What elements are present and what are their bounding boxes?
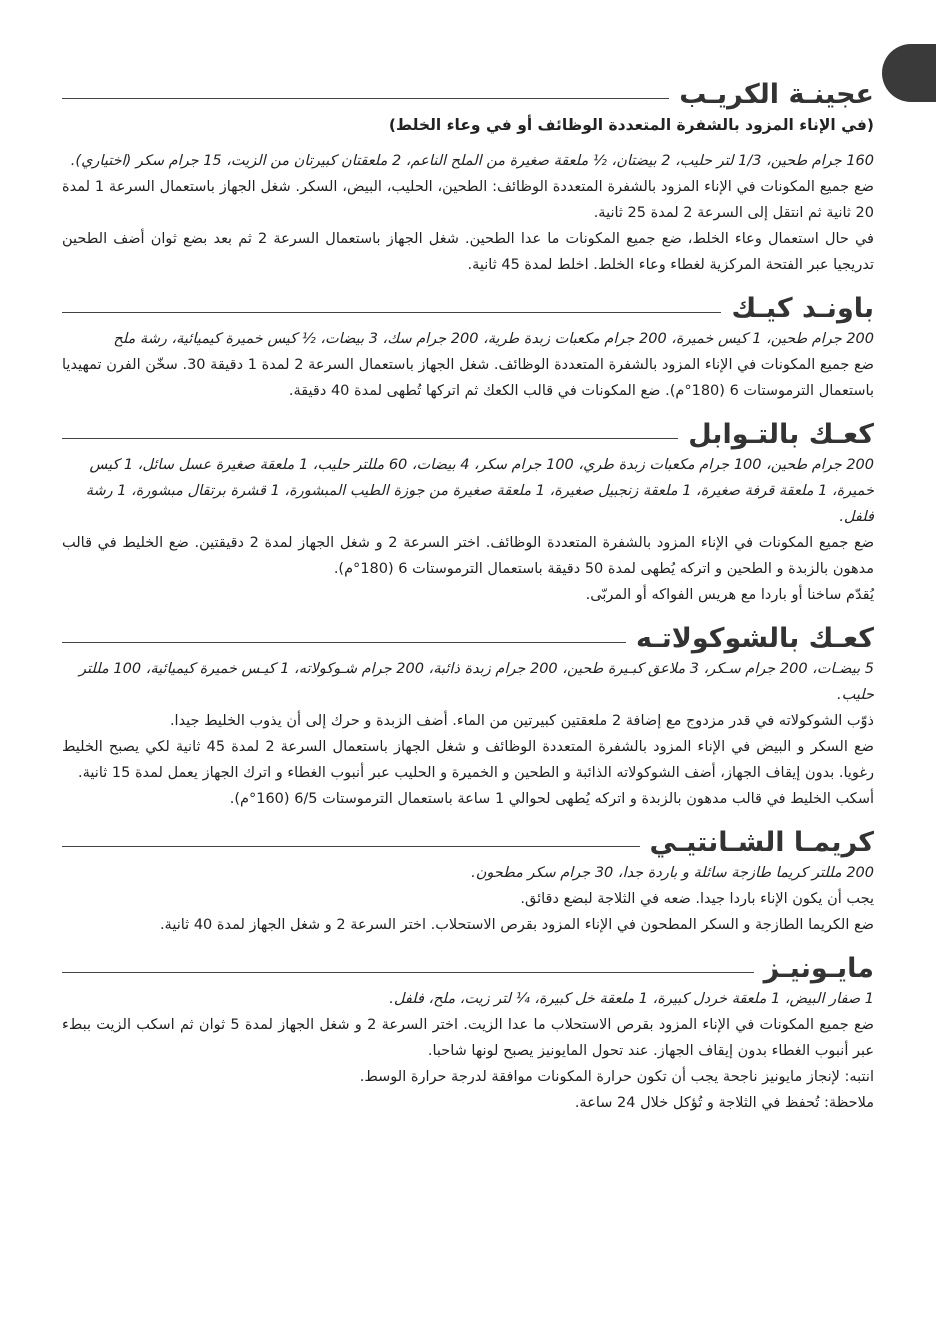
recipe-chantilly-cream xyxy=(62,826,874,938)
instruction-paragraph: انتبه: لإنجاز مايونيز ناجحة يجب أن تكون حرارة المكونات موافقة لدرجة حرارة الوسط. xyxy=(359,1069,874,1085)
ingredients-text: 160 جرام طحين، 1/3 لتر حليب، 2 بيضتان، ½ ملعقة صغيرة من الملح الناعم، 2 ملعقتان كبيرتان من الزيت، 15 جرام سكر (اختياري). xyxy=(70,153,874,169)
instruction-paragraph: ضع جميع المكونات في الإناء المزود بالشفرة المتعددة الوظائف. شغل الجهاز باستعمال السرعة 2 لمدة 1 دقيقة 30. سخّن الفرن تمهيديا باستعمال الترموستات 6 (180°م). ضع المكونات في قالب الكعك ثم اتركها تُطهى لمدة 40 دقيقة. xyxy=(62,357,874,399)
recipe-spice-cake xyxy=(62,418,874,608)
recipe-crepe-batter xyxy=(62,78,874,278)
section-heading xyxy=(62,78,874,112)
instruction-paragraph: ضع السكر و البيض في الإناء المزود بالشفرة المتعددة الوظائف و شغل الجهاز باستعمال السرعة 2 لمدة 45 ثانية لكي يصبح الخليط رغويا. بدون إيقاف الجهاز، أضف الشوكولاته الذائبة و الطحين و الخميرة و الحليب عبر أنبوب الغطاء و اترك الجهاز يعمل لمدة 15 ثانية. xyxy=(62,739,874,781)
section-title: كعـك بالشوكولاتـه xyxy=(635,623,874,654)
section-heading xyxy=(62,952,874,986)
section-title: باونـد كيـك xyxy=(731,293,874,324)
recipe-chocolate-cake xyxy=(62,622,874,812)
ingredients-text: 200 جرام طحين، 1 كيس خميرة، 200 جرام مكعبات زبدة طرية، 200 جرام سك، 3 بيضات، ½ كيس خميرة كيميائية، رشة ملح xyxy=(113,331,874,347)
instruction-paragraph: ذوّب الشوكولاته في قدر مزدوج مع إضافة 2 ملعقتين كبيرتين من الماء. أضف الزبدة و حرك إلى أن يذوب الخليط جيدا. xyxy=(169,713,874,729)
instruction-paragraph: يجب أن يكون الإناء باردا جيدا. ضعه في الثلاجة لبضع دقائق. xyxy=(520,891,874,907)
section-subtitle: (في الإناء المزود بالشفرة المتعددة الوظائف أو في وعاء الخلط) xyxy=(388,116,874,134)
recipe-pound-cake xyxy=(62,292,874,404)
heading-rule xyxy=(62,438,678,439)
chapter-tab xyxy=(882,44,936,102)
heading-rule xyxy=(62,312,721,313)
instruction-paragraph: ضع الكريما الطازجة و السكر المطحون في الإناء المزود بقرص الاستحلاب. اختر السرعة 2 و شغل الجهاز لمدة 40 ثانية. xyxy=(159,917,874,933)
section-heading xyxy=(62,292,874,326)
ingredients-text: 200 مللتر كريما طازجة سائلة و باردة جدا، 30 جرام سكر مطحون. xyxy=(471,865,874,881)
instruction-paragraph: ملاحظة: تُحفظ في الثلاجة و تُؤكل خلال 24 ساعة. xyxy=(574,1095,874,1111)
ingredients-text: 200 جرام طحين، 100 جرام مكعبات زبدة طري، 100 جرام سكر، 4 بيضات، 60 مللتر حليب، 1 ملعقة صغيرة عسل سائل، 1 كيس خميرة، 1 ملعقة قرفة صغيرة، 1 ملعقة زنجبيل صغيرة، 1 ملعقة صغيرة من جوزة الطيب المبشورة، 1 قشرة برتقال مبشورة، 1 رشة فلفل. xyxy=(85,457,874,525)
section-title: مايـونيـز xyxy=(763,953,874,984)
instruction-paragraph: ضع جميع المكونات في الإناء المزود بقرص الاستحلاب ما عدا الزيت. اختر السرعة 2 و شغل الجهاز لمدة 5 ثوان ثم اسكب الزيت ببطء عبر أنبوب الغطاء بدون إيقاف الجهاز. عند تحول المايونيز يصبح لونها شاحبا. xyxy=(62,1017,874,1059)
instruction-paragraph: ضع جميع المكونات في الإناء المزود بالشفرة المتعددة الوظائف: الطحين، الحليب، البيض، السكر. شغل الجهاز باستعمال السرعة 1 لمدة 20 ثانية ثم انتقل إلى السرعة 2 لمدة 25 ثانية. xyxy=(62,179,874,221)
section-title: عجينـة الكريـب xyxy=(679,79,874,110)
ingredients-text: 5 بيضـات، 200 جرام سـكر، 3 ملاعق كبـيرة طحين، 200 جرام زبدة ذائبة، 200 جرام شـوكولاته، 1 كيـس خميرة كيميائية، 100 مللتر حليب. xyxy=(79,661,874,703)
instruction-paragraph: أسكب الخليط في قالب مدهون بالزبدة و اتركه يُطهى لحوالي 1 ساعة باستعمال الترموستات 6/5 (160°م). xyxy=(229,791,874,807)
heading-rule xyxy=(62,642,626,643)
heading-rule xyxy=(62,846,640,847)
instruction-paragraph: في حال استعمال وعاء الخلط، ضع جميع المكونات ما عدا الطحين. شغل الجهاز باستعمال السرعة 2 ثم بعد بضع ثوان أضف الطحين تدريجيا عبر الفتحة المركزية لغطاء وعاء الخلط. اخلط لمدة 45 ثانية. xyxy=(62,231,874,273)
section-heading xyxy=(62,622,874,656)
section-heading xyxy=(62,826,874,860)
instruction-paragraph: يُقدّم ساخنا أو باردا مع هريس الفواكه أو المربّى. xyxy=(585,587,874,603)
instruction-paragraph: ضع جميع المكونات في الإناء المزود بالشفرة المتعددة الوظائف. اختر السرعة 2 و شغل الجهاز لمدة 2 دقيقتين. ضع الخليط في قالب مدهون بالزبدة و الطحين و اتركه يُطهى لمدة 50 دقيقة باستعمال الترموستات 6 (180°م). xyxy=(62,535,875,577)
ingredients-text: 1 صفار البيض، 1 ملعقة خردل كبيرة، 1 ملعقة خل كبيرة، ¼ لتر زيت، ملح، فلفل. xyxy=(389,991,874,1007)
section-title: كريمـا الشـانتيـي xyxy=(649,827,874,858)
recipe-mayonnaise xyxy=(62,952,874,1116)
recipe-page xyxy=(62,78,874,1130)
section-heading xyxy=(62,418,874,452)
heading-rule xyxy=(62,98,669,99)
section-title: كعـك بالتـوابل xyxy=(688,419,874,450)
heading-rule xyxy=(62,972,754,973)
